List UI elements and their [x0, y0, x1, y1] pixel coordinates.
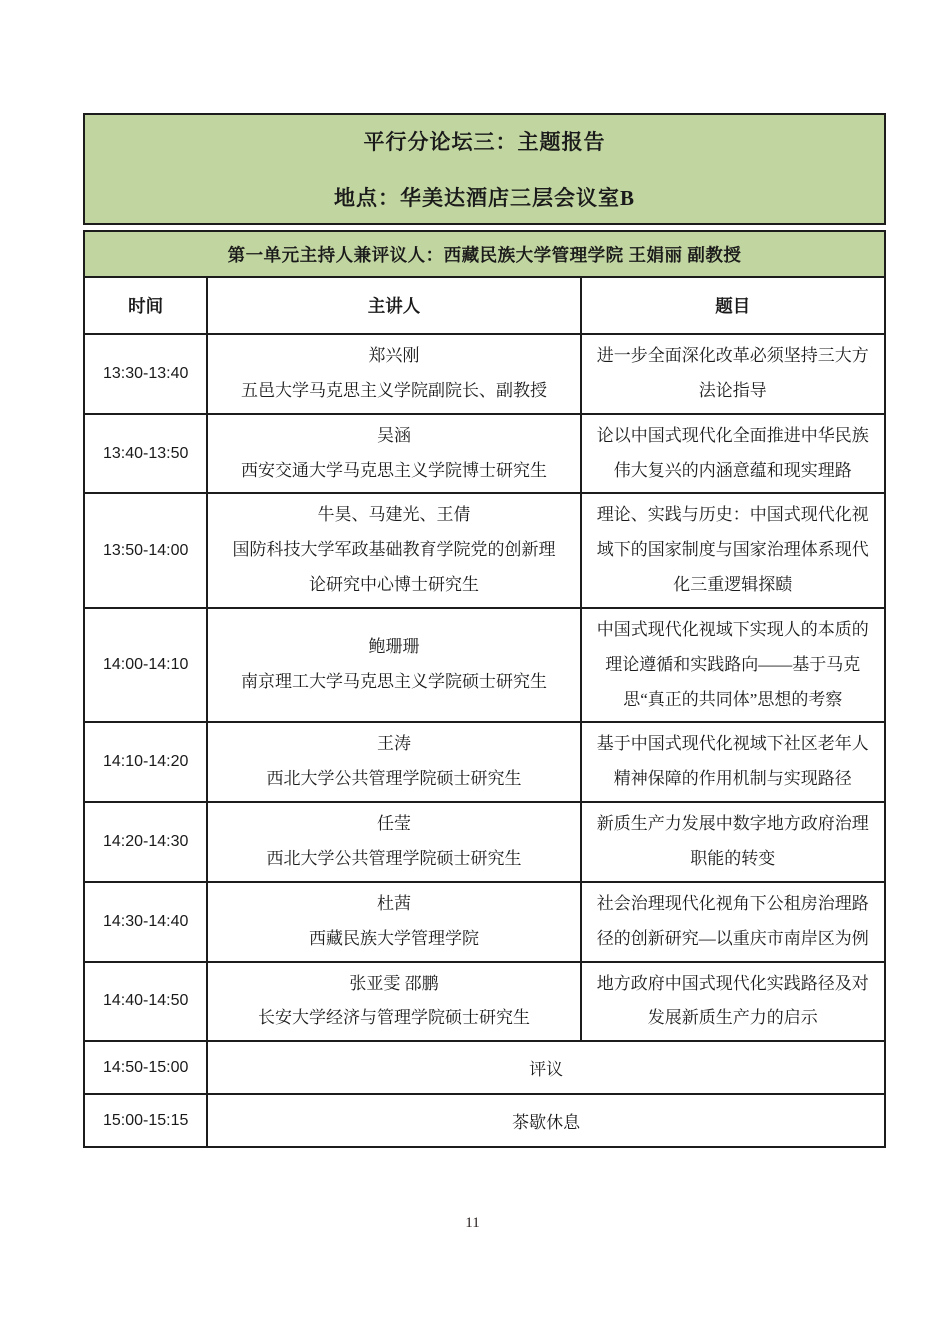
table-row	[84, 802, 885, 882]
speaker-cell	[207, 414, 580, 494]
speaker-cell	[207, 722, 580, 802]
time-cell: 15:00-15:15	[84, 1094, 207, 1147]
table-row	[84, 882, 885, 962]
paper-title-cell: 社会治理现代化视角下公租房治理路径的创新研究—以重庆市南岸区为例	[581, 882, 885, 962]
forum-location: 地点：华美达酒店三层会议室B	[333, 186, 635, 210]
speaker-line: 长安大学经济与管理学院硕士研究生	[257, 1008, 530, 1028]
paper-title-cell: 理论、实践与历史：中国式现代化视域下的国家制度与国家治理体系现代化三重逻辑探赜	[581, 493, 885, 608]
forum-header	[83, 113, 886, 225]
speaker-line: 西藏民族大学管理学院	[308, 928, 479, 948]
speaker-line: 任莹	[376, 814, 411, 834]
time-cell: 14:10-14:20	[84, 722, 207, 802]
schedule-rows	[84, 334, 885, 1147]
column-header-speaker: 主讲人	[207, 277, 580, 334]
speaker-line: 五邑大学马克思主义学院副院长、副教授	[240, 380, 547, 400]
forum-schedule-document	[83, 113, 886, 1148]
speaker-cell	[207, 608, 580, 723]
table-row	[84, 608, 885, 723]
header-row	[84, 277, 885, 334]
table-row	[84, 722, 885, 802]
schedule-table	[83, 276, 886, 1148]
paper-title-cell: 新质生产力发展中数字地方政府治理职能的转变	[581, 802, 885, 882]
time-cell: 14:40-14:50	[84, 962, 207, 1042]
time-cell: 14:50-15:00	[84, 1041, 207, 1094]
page-number: 11	[465, 1215, 480, 1231]
speaker-line: 牛昊、马建光、王倩	[317, 505, 471, 525]
speaker-cell	[207, 802, 580, 882]
paper-title-cell: 地方政府中国式现代化实践路径及对发展新质生产力的启示	[581, 962, 885, 1042]
paper-title-cell: 进一步全面深化改革必须坚持三大方法论指导	[581, 334, 885, 414]
forum-title: 平行分论坛三：主题报告	[363, 130, 606, 154]
speaker-line: 王涛	[376, 734, 411, 754]
speaker-cell	[207, 493, 580, 608]
paper-title-cell: 论以中国式现代化全面推进中华民族伟大复兴的内涵意蕴和现实理路	[581, 414, 885, 494]
time-cell: 14:00-14:10	[84, 608, 207, 723]
speaker-line: 杜茜	[376, 893, 411, 913]
speaker-line: 西安交通大学马克思主义学院博士研究生	[240, 460, 547, 480]
table-row	[84, 493, 885, 608]
time-cell: 13:40-13:50	[84, 414, 207, 494]
speaker-line: 南京理工大学马克思主义学院硕士研究生	[240, 672, 547, 692]
paper-title-cell: 中国式现代化视域下实现人的本质的理论遵循和实践路向——基于马克思“真正的共同体”思想的考察	[581, 608, 885, 723]
unit-chair-bar: 第一单元主持人兼评议人：西藏民族大学管理学院 王娟丽 副教授	[83, 230, 886, 278]
table-row	[84, 334, 885, 414]
table-row	[84, 414, 885, 494]
table-row	[84, 1041, 885, 1094]
time-cell: 14:30-14:40	[84, 882, 207, 962]
merged-activity-cell: 茶歇休息	[207, 1094, 885, 1147]
speaker-cell	[207, 882, 580, 962]
merged-activity-cell: 评议	[207, 1041, 885, 1094]
speaker-cell	[207, 334, 580, 414]
speaker-line: 西北大学公共管理学院硕士研究生	[266, 769, 522, 789]
time-cell: 13:50-14:00	[84, 493, 207, 608]
speaker-line: 吴涵	[376, 425, 411, 445]
paper-title-cell: 基于中国式现代化视域下社区老年人精神保障的作用机制与实现路径	[581, 722, 885, 802]
column-header-title: 题目	[581, 277, 885, 334]
speaker-cell	[207, 962, 580, 1042]
speaker-line: 鲍珊珊	[368, 637, 420, 657]
table-row	[84, 962, 885, 1042]
table-row	[84, 1094, 885, 1147]
time-cell: 14:20-14:30	[84, 802, 207, 882]
column-header-time: 时间	[84, 277, 207, 334]
speaker-line: 郑兴刚	[368, 346, 420, 365]
speaker-line: 国防科技大学军政基础教育学院党的创新理论研究中心博士研究生	[232, 540, 556, 595]
speaker-line: 张亚雯 邵鹏	[349, 973, 439, 993]
time-cell: 13:30-13:40	[84, 334, 207, 414]
speaker-line: 西北大学公共管理学院硕士研究生	[266, 848, 522, 868]
